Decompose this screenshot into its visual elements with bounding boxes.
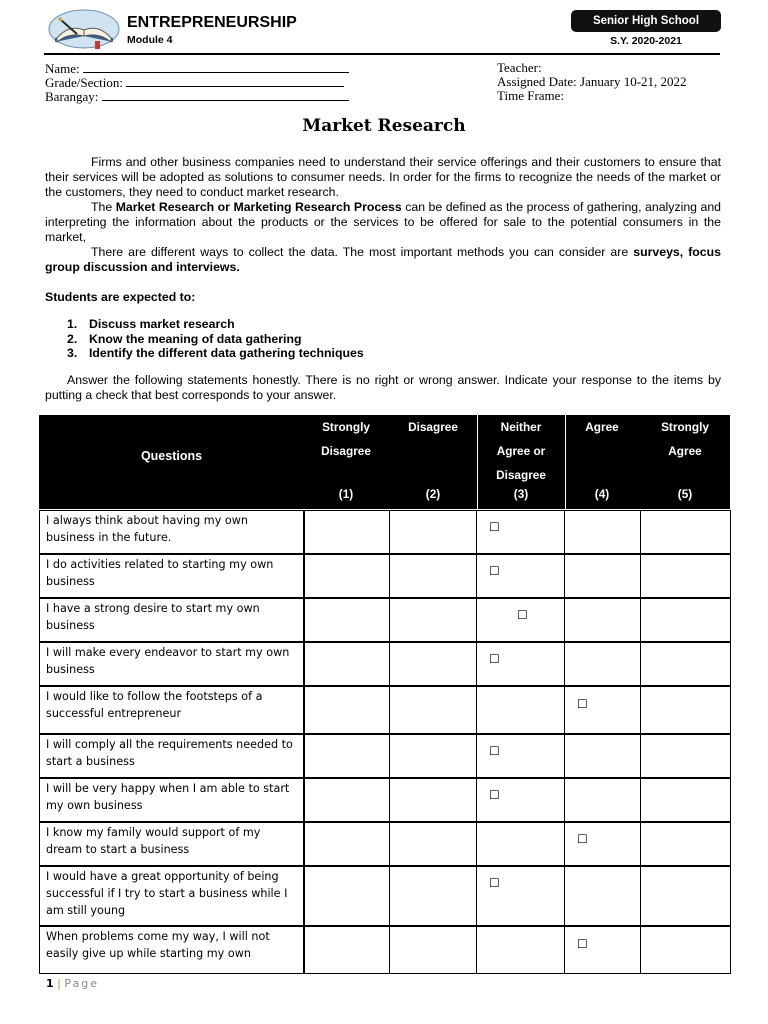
page-word: Page (64, 977, 100, 990)
checkbox-icon[interactable]: ☐ (577, 697, 588, 711)
objective-item: 2. Know the meaning of data gathering (67, 331, 302, 346)
name-label: Name: (45, 61, 80, 76)
checkbox-icon[interactable]: ☐ (489, 652, 500, 666)
school-year: S.Y. 2020-2021 (610, 35, 682, 47)
response-cell-4[interactable] (564, 510, 641, 554)
column-header-3-num: (3) (513, 487, 529, 501)
response-cell-1[interactable] (303, 598, 390, 642)
response-cell-1[interactable] (303, 642, 390, 686)
response-cell-5[interactable] (640, 926, 731, 974)
header-divider-line (565, 415, 566, 509)
column-header-1-num: (1) (338, 487, 354, 501)
question-cell: I have a strong desire to start my own business (39, 598, 305, 642)
table-row (39, 642, 731, 686)
response-cell-5[interactable] (640, 642, 731, 686)
header-divider-line (477, 415, 478, 509)
level-badge: Senior High School (571, 10, 721, 32)
response-cell-2[interactable] (389, 926, 477, 974)
page-number: 1 (46, 977, 54, 990)
response-cell-1[interactable] (303, 734, 390, 778)
book-logo-icon (47, 8, 121, 50)
question-cell: I will be very happy when I am able to start my own business (39, 778, 305, 822)
question-cell: I will comply all the requirements needed to start a business (39, 734, 305, 778)
instructions: Answer the following statements honestly. There is no right or wrong answer. Indicate your response to the items by putting a check that best corresponds to your answer. (45, 373, 721, 402)
response-cell-5[interactable] (640, 554, 731, 598)
response-cell-2[interactable] (389, 778, 477, 822)
response-cell-2[interactable] (389, 554, 477, 598)
response-cell-3[interactable] (476, 866, 565, 926)
response-cell-1[interactable] (303, 554, 390, 598)
question-cell: I will make every endeavor to start my own business (39, 642, 305, 686)
barangay-label: Barangay: (45, 89, 99, 104)
subject-title: ENTREPRENEURSHIP (127, 14, 297, 31)
questions-header: Questions (140, 449, 203, 463)
checkbox-icon[interactable]: ☐ (517, 608, 528, 622)
checkbox-icon[interactable]: ☐ (489, 788, 500, 802)
response-cell-2[interactable] (389, 822, 477, 866)
response-cell-4[interactable] (564, 866, 641, 926)
response-cell-4[interactable] (564, 686, 641, 734)
table-row (39, 866, 731, 926)
table-row (39, 598, 731, 642)
response-cell-5[interactable] (640, 734, 731, 778)
response-cell-1[interactable] (303, 686, 390, 734)
checkbox-icon[interactable]: ☐ (489, 520, 500, 534)
definition-term: Market Research or Marketing Research Process (115, 200, 402, 214)
response-cell-1[interactable] (303, 866, 390, 926)
intro-paragraph: Firms and other business companies need to understand their service offerings and their customers to ensure that their services will be adopted as solutions to consumer needs. In order for the firms to recognize the needs of the market or the customers, they need to conduct market research. (45, 155, 721, 199)
column-header-3-line3: Disagree (496, 468, 546, 482)
module-label: Module 4 (127, 34, 173, 46)
objective-item: 1. Discuss market research (67, 317, 235, 331)
response-cell-1[interactable] (303, 778, 390, 822)
question-cell: I always think about having my own business in the future. (39, 510, 305, 554)
response-cell-2[interactable] (389, 642, 477, 686)
response-cell-5[interactable] (640, 598, 731, 642)
response-cell-1[interactable] (303, 510, 390, 554)
response-cell-5[interactable] (640, 510, 731, 554)
column-header-4-num: (4) (594, 487, 610, 501)
column-header-3-line1: Neither (500, 420, 542, 434)
table-row (39, 822, 731, 866)
response-cell-4[interactable] (564, 554, 641, 598)
response-cell-4[interactable] (564, 926, 641, 974)
column-header-5-num: (5) (677, 487, 693, 501)
response-cell-1[interactable] (303, 822, 390, 866)
grade-label: Grade/Section: (45, 75, 123, 90)
checkbox-icon[interactable]: ☐ (577, 937, 588, 951)
time-frame-label: Time Frame: (497, 88, 565, 103)
response-cell-2[interactable] (389, 598, 477, 642)
response-cell-4[interactable] (564, 778, 641, 822)
table-row (39, 926, 731, 974)
assigned-date: Assigned Date: January 10-21, 2022 (497, 74, 687, 89)
response-cell-3[interactable] (476, 926, 565, 974)
column-header-3-line2: Agree or (496, 444, 546, 458)
grade-blank[interactable] (126, 74, 344, 87)
column-header-4-line1: Agree (585, 420, 619, 434)
table-row (39, 686, 731, 734)
header-divider (44, 53, 720, 55)
checkbox-icon[interactable]: ☐ (489, 876, 500, 890)
column-header-5-line1: Strongly (661, 420, 709, 434)
response-cell-1[interactable] (303, 926, 390, 974)
expectations-heading: Students are expected to: (45, 290, 196, 304)
question-cell: When problems come my way, I will not easily give up while starting my own (39, 926, 305, 974)
response-cell-2[interactable] (389, 686, 477, 734)
barangay-line (45, 88, 349, 104)
response-cell-2[interactable] (389, 510, 477, 554)
methods-paragraph: There are different ways to collect the data. The most important methods you can consider are surveys, focus group discussion and interviews. (45, 245, 721, 274)
response-cell-5[interactable] (640, 778, 731, 822)
methods-list: surveys, focus group discussion and interviews. (45, 245, 721, 274)
table-row (39, 554, 731, 598)
name-blank[interactable] (83, 60, 349, 73)
question-cell: I know my family would support of my dream to start a business (39, 822, 305, 866)
response-cell-3[interactable] (476, 822, 565, 866)
checkbox-icon[interactable]: ☐ (489, 744, 500, 758)
checkbox-icon[interactable]: ☐ (489, 564, 500, 578)
question-cell: I would like to follow the footsteps of a successful entrepreneur (39, 686, 305, 734)
page-title: Market Research (302, 116, 466, 136)
response-cell-3[interactable] (476, 686, 565, 734)
response-cell-4[interactable] (564, 642, 641, 686)
response-cell-4[interactable] (564, 734, 641, 778)
column-header-2-line1: Disagree (408, 420, 458, 434)
response-cell-4[interactable] (564, 598, 641, 642)
objectives-list (45, 317, 364, 361)
objective-item: 3. Identify the different data gathering techniques (67, 346, 364, 360)
teacher-label: Teacher: (497, 60, 542, 75)
table-row (39, 734, 731, 778)
response-cell-5[interactable] (640, 866, 731, 926)
question-cell: I do activities related to starting my own business (39, 554, 305, 598)
table-header (39, 415, 730, 509)
column-header-1-line2: Disagree (321, 444, 371, 458)
response-cell-2[interactable] (389, 866, 477, 926)
page-footer (46, 977, 99, 990)
response-cell-5[interactable] (640, 822, 731, 866)
barangay-blank[interactable] (102, 88, 349, 101)
footer-separator: | (57, 977, 61, 990)
question-cell: I would have a great opportunity of being successful if I try to start a business while I am still young (39, 866, 305, 926)
table-row (39, 778, 731, 822)
definition-paragraph: The Market Research or Marketing Research Process can be defined as the process of gathering, analyzing and interpreting the information about the products or the services to be offered for sale to the potential consumers in the market, (45, 200, 722, 244)
column-header-1-line1: Strongly (322, 420, 370, 434)
response-cell-2[interactable] (389, 734, 477, 778)
column-header-5-line2: Agree (668, 444, 702, 458)
checkbox-icon[interactable]: ☐ (577, 832, 588, 846)
response-cell-5[interactable] (640, 686, 731, 734)
column-header-2-num: (2) (425, 487, 441, 501)
response-cell-4[interactable] (564, 822, 641, 866)
table-row (39, 510, 731, 554)
